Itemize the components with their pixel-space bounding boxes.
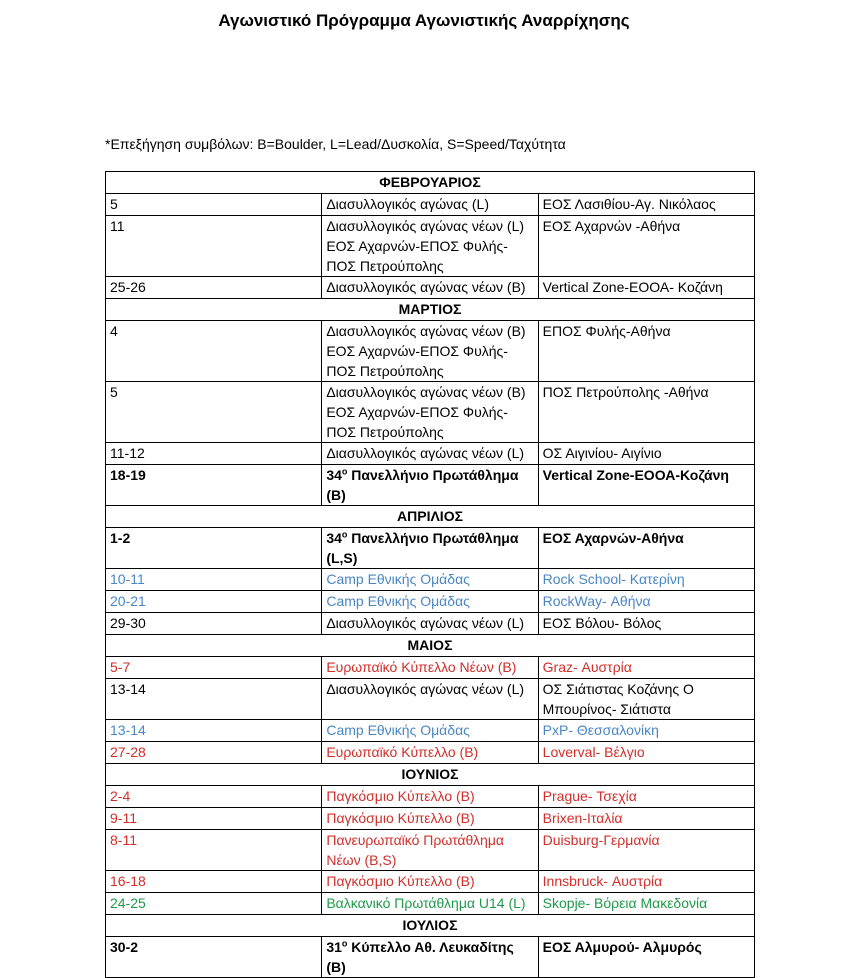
event-date: 10-11	[106, 569, 322, 591]
ordinal-suffix: ο	[341, 938, 348, 949]
event-location: ΕΟΣ Βόλου- Βόλος	[538, 613, 754, 635]
event-date: 29-30	[106, 613, 322, 635]
table-row	[106, 528, 755, 569]
event-location: RockWay- Αθήνα	[538, 591, 754, 613]
event-date: 9-11	[106, 808, 322, 830]
month-header-march: ΜΑΡΤΙΟΣ	[106, 299, 755, 321]
event-name: Camp Εθνικής Ομάδας	[322, 720, 538, 742]
table-row	[106, 382, 755, 443]
event-date: 5-7	[106, 657, 322, 679]
event-name: Παγκόσμιο Κύπελλο (B)	[322, 808, 538, 830]
event-title: Πανελλήνιο Πρωτάθλημα (B)	[326, 467, 519, 503]
table-row	[106, 893, 755, 915]
event-name: Παγκόσμιο Κύπελλο (B)	[322, 786, 538, 808]
event-name: Διασυλλογικός αγώνας νέων (L) ΕΟΣ Αχαρνών-ΕΠΟΣ Φυλής- ΠΟΣ Πετρούπολης	[322, 216, 538, 277]
month-header-april: ΑΠΡΙΛΙΟΣ	[106, 506, 755, 528]
month-header-february: ΦΕΒΡΟΥΑΡΙΟΣ	[106, 172, 755, 194]
event-name	[322, 937, 538, 978]
table-row	[106, 569, 755, 591]
event-date: 2-4	[106, 786, 322, 808]
event-name	[322, 465, 538, 506]
month-header-july: ΙΟΥΛΙΟΣ	[106, 915, 755, 937]
event-name: Διασυλλογικός αγώνας νέων (B)	[322, 277, 538, 299]
table-row	[106, 679, 755, 720]
table-row	[106, 443, 755, 465]
event-date: 13-14	[106, 720, 322, 742]
edition-number: 34	[326, 467, 342, 483]
event-date: 4	[106, 321, 322, 382]
event-date: 16-18	[106, 871, 322, 893]
event-date: 11	[106, 216, 322, 277]
edition-number: 31	[326, 939, 342, 955]
event-location: ΟΣ Αιγινίου- Αιγίνιο	[538, 443, 754, 465]
event-name: Διασυλλογικός αγώνας νέων (L)	[322, 613, 538, 635]
event-location: Loverval- Βέλγιο	[538, 742, 754, 764]
event-date: 25-26	[106, 277, 322, 299]
ordinal-suffix: ο	[341, 529, 348, 540]
event-name: Camp Εθνικής Ομάδας	[322, 569, 538, 591]
event-location: Duisburg-Γερμανία	[538, 830, 754, 871]
event-date: 20-21	[106, 591, 322, 613]
event-name: Διασυλλογικός αγώνας νέων (B) ΕΟΣ Αχαρνών-ΕΠΟΣ Φυλής- ΠΟΣ Πετρούπολης	[322, 321, 538, 382]
table-row	[106, 937, 755, 978]
table-row	[106, 786, 755, 808]
event-date: 8-11	[106, 830, 322, 871]
event-date: 13-14	[106, 679, 322, 720]
event-name: Διασυλλογικός αγώνας (L)	[322, 194, 538, 216]
event-location: ΕΟΣ Αχαρνών-Αθήνα	[538, 528, 754, 569]
event-date: 18-19	[106, 465, 322, 506]
table-row	[106, 216, 755, 277]
page-title: Αγωνιστικό Πρόγραμμα Αγωνιστικής Αναρρίχησης	[218, 11, 630, 30]
table-row	[106, 194, 755, 216]
event-name: Πανευρωπαϊκό Πρωτάθλημα Νέων (B,S)	[322, 830, 538, 871]
event-location: Prague- Τσεχία	[538, 786, 754, 808]
event-date: 5	[106, 194, 322, 216]
table-row	[106, 465, 755, 506]
symbols-legend: *Επεξήγηση συμβόλων: B=Boulder, L=Lead/Δυσκολία, S=Speed/Ταχύτητα	[105, 136, 566, 152]
event-date: 27-28	[106, 742, 322, 764]
event-date: 1-2	[106, 528, 322, 569]
month-header-june: ΙΟΥΝΙΟΣ	[106, 764, 755, 786]
event-location: Innsbruck- Αυστρία	[538, 871, 754, 893]
table-row	[106, 277, 755, 299]
event-location: ΟΣ Σιάτιστας Κοζάνης Ο Μπουρίνος- Σιάτιστα	[538, 679, 754, 720]
event-name: Βαλκανικό Πρωτάθλημα U14 (L)	[322, 893, 538, 915]
month-header-may: ΜΑΙΟΣ	[106, 635, 755, 657]
table-row	[106, 830, 755, 871]
event-location: Skopje- Βόρεια Μακεδονία	[538, 893, 754, 915]
table-row	[106, 742, 755, 764]
table-row	[106, 720, 755, 742]
event-location: Graz- Αυστρία	[538, 657, 754, 679]
ordinal-suffix: ο	[341, 466, 348, 477]
event-location: PxP- Θεσσαλονίκη	[538, 720, 754, 742]
event-location: Rock School- Κατερίνη	[538, 569, 754, 591]
event-name: Διασυλλογικός αγώνας νέων (B) ΕΟΣ Αχαρνών-ΕΠΟΣ Φυλής- ΠΟΣ Πετρούπολης	[322, 382, 538, 443]
event-location: Brixen-Ιταλία	[538, 808, 754, 830]
event-name	[322, 528, 538, 569]
event-name: Camp Εθνικής Ομάδας	[322, 591, 538, 613]
event-name: Διασυλλογικός αγώνας νέων (L)	[322, 679, 538, 720]
event-date: 30-2	[106, 937, 322, 978]
table-row	[106, 321, 755, 382]
event-title: Κύπελλο Αθ. Λευκαδίτης (B)	[326, 939, 514, 975]
table-row	[106, 591, 755, 613]
schedule-table	[105, 171, 755, 978]
event-name: Ευρωπαϊκό Κύπελλο Νέων (B)	[322, 657, 538, 679]
event-location: Vertical Zone-ΕΟΟΑ-Κοζάνη	[538, 465, 754, 506]
event-name: Διασυλλογικός αγώνας νέων (L)	[322, 443, 538, 465]
event-name: Ευρωπαϊκό Κύπελλο (B)	[322, 742, 538, 764]
event-title: Πανελλήνιο Πρωτάθλημα (L,S)	[326, 530, 519, 566]
event-name: Παγκόσμιο Κύπελλο (B)	[322, 871, 538, 893]
event-location: ΕΠΟΣ Φυλής-Αθήνα	[538, 321, 754, 382]
table-row	[106, 871, 755, 893]
event-location: ΠΟΣ Πετρούπολης -Αθήνα	[538, 382, 754, 443]
event-date: 5	[106, 382, 322, 443]
event-location: ΕΟΣ Αχαρνών -Αθήνα	[538, 216, 754, 277]
table-row	[106, 657, 755, 679]
event-date: 11-12	[106, 443, 322, 465]
event-location: ΕΟΣ Αλμυρού- Αλμυρός	[538, 937, 754, 978]
event-date: 24-25	[106, 893, 322, 915]
edition-number: 34	[326, 530, 342, 546]
event-location: ΕΟΣ Λασιθίου-Αγ. Νικόλαος	[538, 194, 754, 216]
event-location: Vertical Zone-ΕΟΟΑ- Κοζάνη	[538, 277, 754, 299]
table-row	[106, 808, 755, 830]
table-row	[106, 613, 755, 635]
